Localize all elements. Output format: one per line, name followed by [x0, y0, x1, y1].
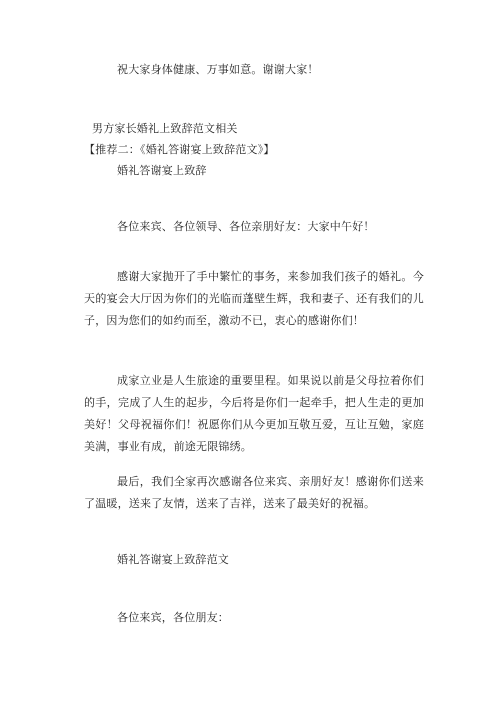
recommendation-link: 【推荐二：《婚礼答谢宴上致辞范文》】	[84, 143, 275, 156]
greeting-line-2: 各位来宾，各位朋友：	[117, 611, 229, 624]
paragraph-thanks: 感谢大家抛开了手中繁忙的事务，来参加我们孩子的婚礼。今天的宴会大厅因为你们的光临而蓬壁生辉，我和妻子、还有我们的儿子，因为您们的如约而至，激动不已，衷心的感谢你们！	[84, 270, 424, 327]
closing-line: 祝大家身体健康、万事如意。谢谢大家！	[117, 63, 319, 76]
paragraph-closing: 最后，我们全家再次感谢各位来宾、亲朋好友！感谢你们送来了温暖，送来了友情，送来了吉祥，送来了最美好的祝福。	[84, 475, 424, 510]
related-heading: 男方家长婚礼上致辞范文相关	[92, 122, 238, 135]
paragraph-marriage: 成家立业是人生旅途的重要里程。如果说以前是父母拉着你们的手，完成了人生的起步，今后将是你们一起牵手，把人生走的更加美好！父母祝福你们！祝愿你们从今更加互敬互爱，互让互勉，家庭美满，事业有成，前途无限锦绣。	[84, 374, 424, 453]
section-title: 婚礼答谢宴上致辞范文	[117, 553, 229, 566]
greeting-line: 各位来宾、各位领导、各位亲朋好友：大家中午好！	[117, 220, 375, 233]
speech-subtitle: 婚礼答谢宴上致辞	[117, 164, 207, 177]
